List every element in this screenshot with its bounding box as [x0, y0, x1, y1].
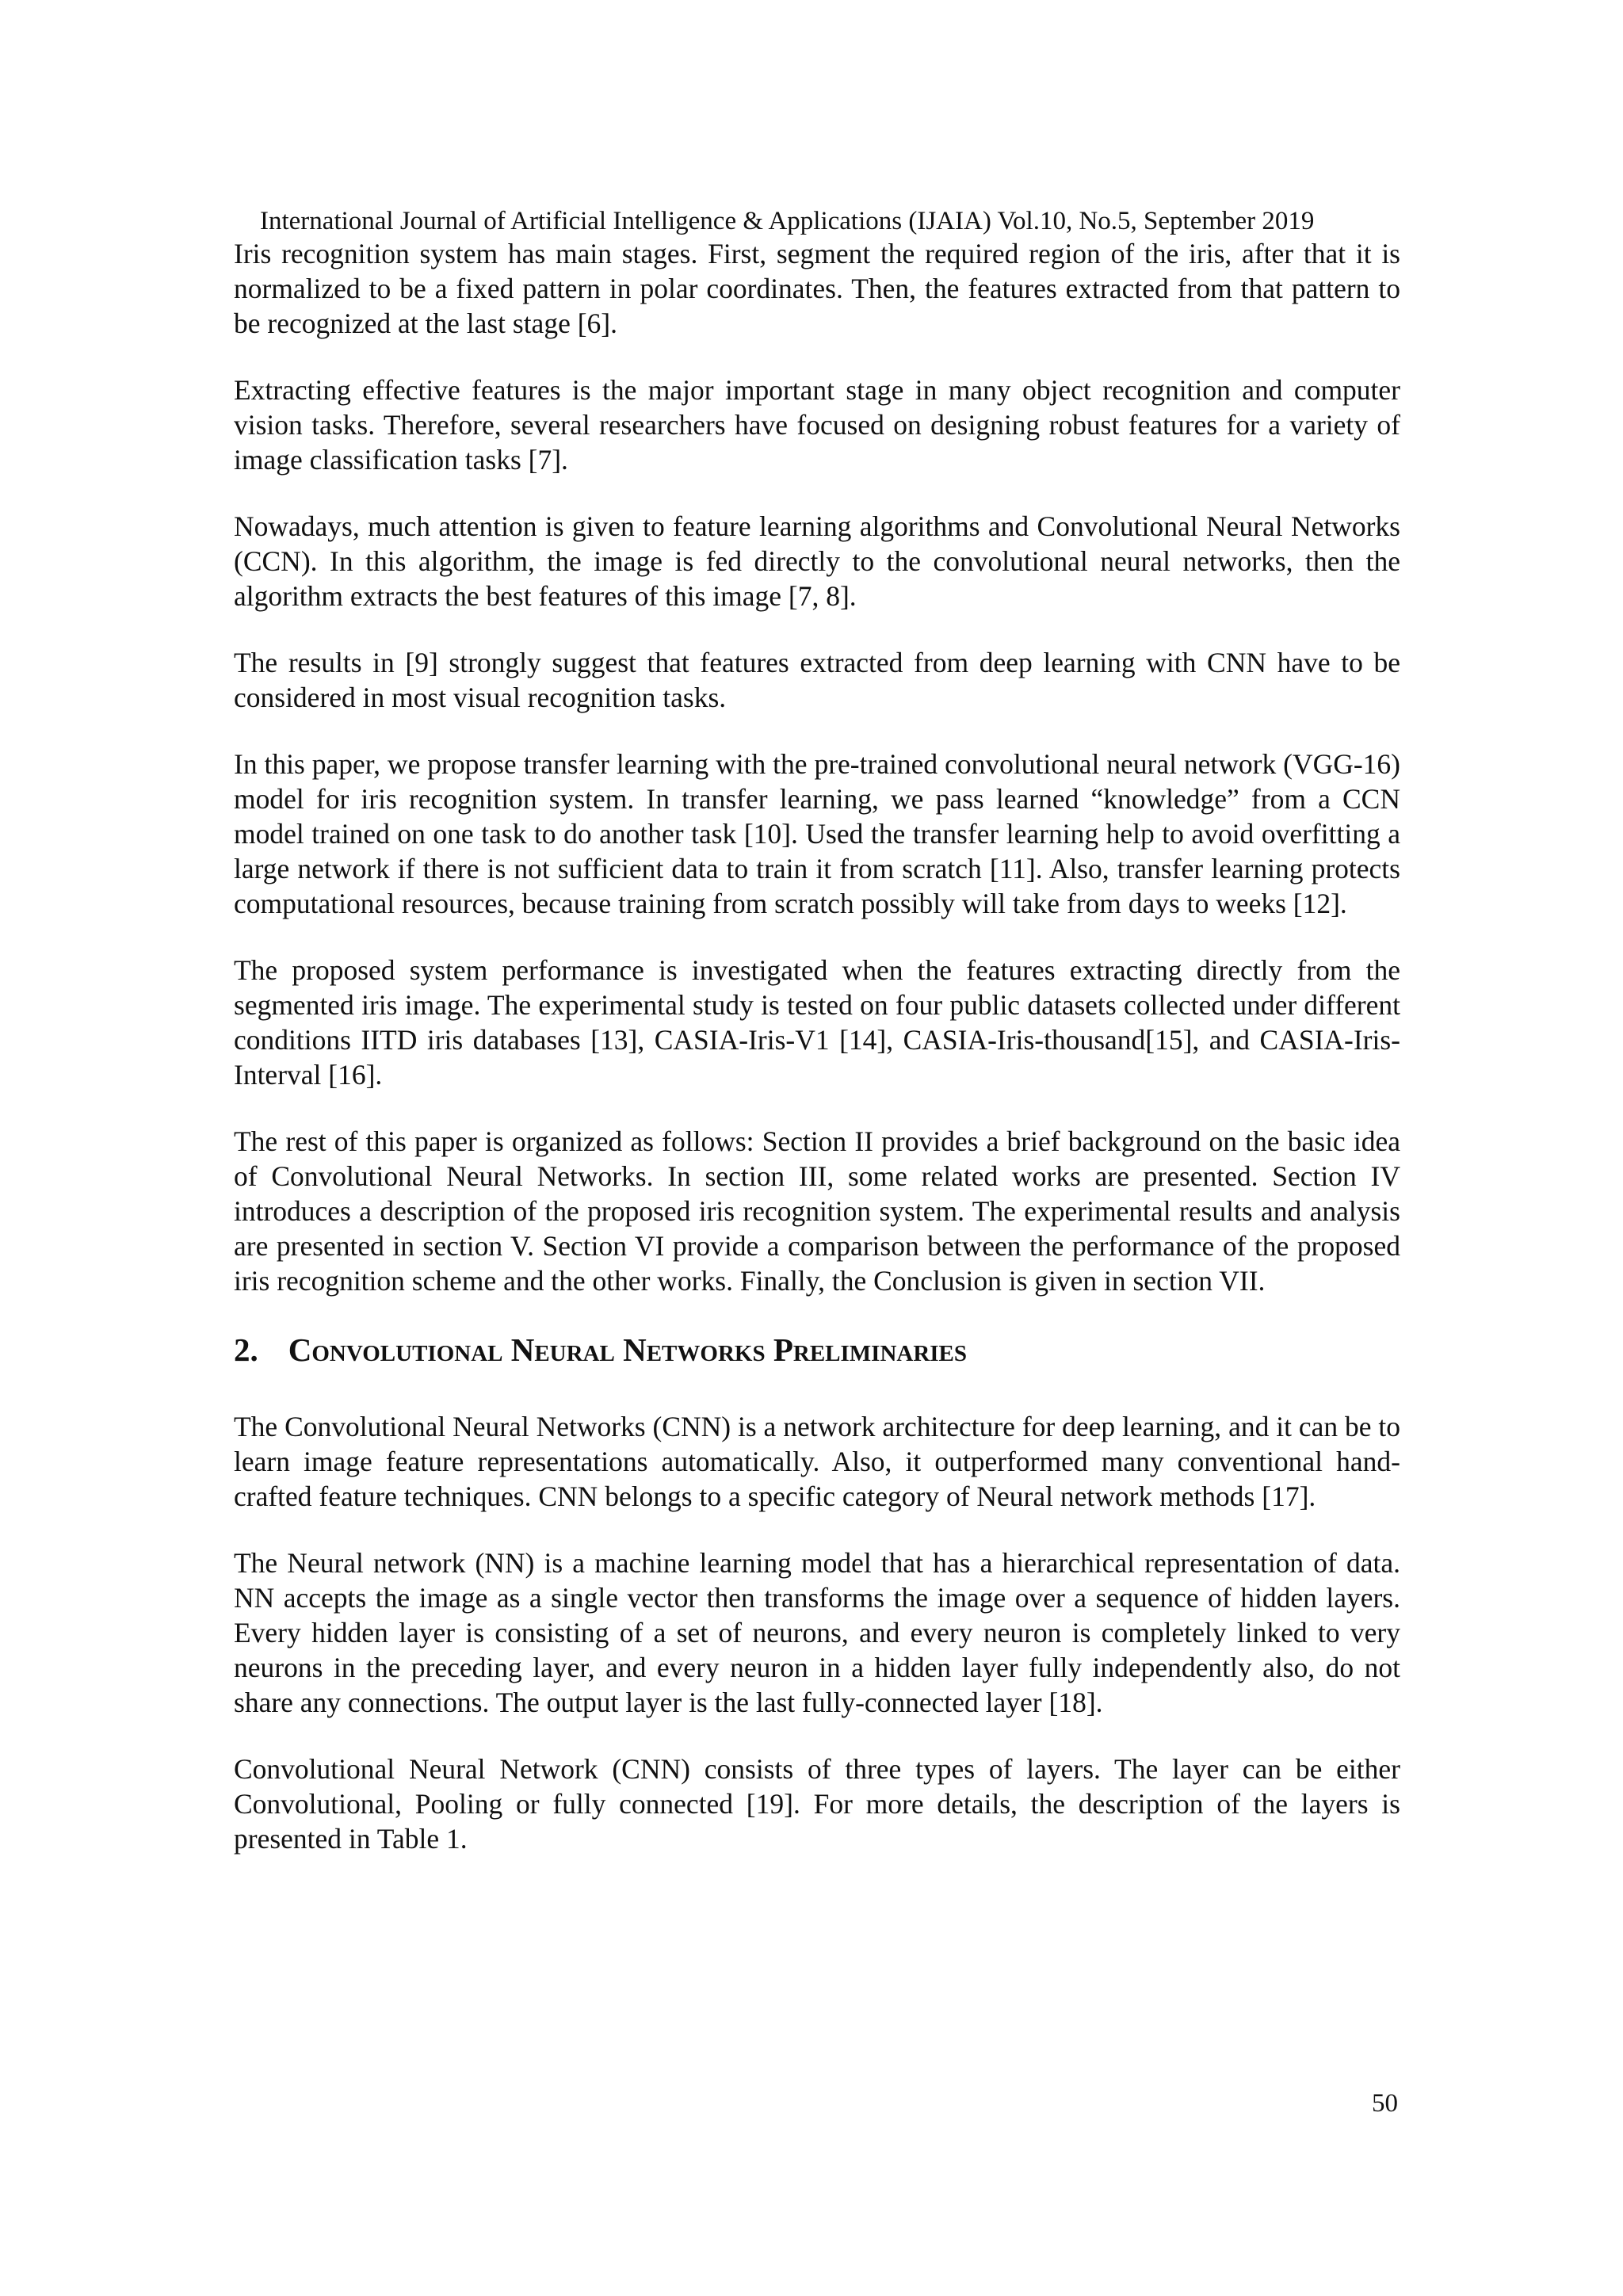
paragraph-iris-stages: Iris recognition system has main stages. First, segment the required region of the iris, after that it is normalized to be a fixed pattern in polar coordinates. Then, the features extracted from that pattern to be recognized at the last stage [6].: [234, 238, 1400, 339]
page-body: [234, 236, 1400, 1888]
paragraph-feature-extraction: Extracting effective features is the major important stage in many object recognition and computer vision tasks. Therefore, several researchers have focused on designing robust features for a variety of image classification tasks [7].: [234, 374, 1400, 476]
paragraph-datasets: The proposed system performance is investigated when the features extracting directly from the segmented iris image. The experimental study is tested on four public datasets collected under different conditions IITD iris databases [13], CASIA-Iris-V1 [14], CASIA-Iris-thousand[15], and CASIA-Iris-Interval [16].: [234, 954, 1400, 1091]
paragraph-cnn-layers: Convolutional Neural Network (CNN) consists of three types of layers. The layer can be either Convolutional, Pooling or fully connected [19]. For more details, the description of the layers is presented in Table 1.: [234, 1753, 1400, 1855]
paragraph-organization: The rest of this paper is organized as follows: Section II provides a brief background on the basic idea of Convolutional Neural Networks. In section III, some related works are presented. Section IV introduces a description of the proposed iris recognition system. The experimental results and analysis are presented in section V. Section VI provide a comparison between the performance of the proposed iris recognition scheme and the other works. Finally, the Conclusion is given in section VII.: [234, 1125, 1400, 1297]
section-title: Convolutional Neural Networks Preliminaries: [288, 1331, 968, 1368]
paragraph-cnn-results: The results in [9] strongly suggest that features extracted from deep learning with CNN have to be considered in most visual recognition tasks.: [234, 647, 1400, 713]
paragraph-cnn-definition: The Convolutional Neural Networks (CNN) is a network architecture for deep learning, and it can be to learn image feature representations automatically. Also, it outperformed many conventional hand-crafted feature techniques. CNN belongs to a specific category of Neural network methods [17].: [234, 1411, 1400, 1512]
section-heading: [234, 1330, 1400, 1370]
running-header: International Journal of Artificial Intelligence & Applications (IJAIA) Vol.10, No.5, September 2019: [260, 207, 1315, 235]
page-number: 50: [1372, 2089, 1398, 2118]
paragraph-feature-learning: Nowadays, much attention is given to feature learning algorithms and Convolutional Neural Networks (CCN). In this algorithm, the image is fed directly to the convolutional neural networks, then the algorithm extracts the best features of this image [7, 8].: [234, 510, 1400, 612]
section-number: 2.: [234, 1331, 258, 1368]
paragraph-transfer-learning: In this paper, we propose transfer learning with the pre-trained convolutional neural network (VGG-16) model for iris recognition system. In transfer learning, we pass learned “knowledge” from a CCN model trained on one task to do another task [10]. Used the transfer learning help to avoid overfitting a large network if there is not sufficient data to train it from scratch [11]. Also, transfer learning protects computational resources, because training from scratch possibly will take from days to weeks [12].: [234, 748, 1400, 919]
paragraph-neural-network: The Neural network (NN) is a machine learning model that has a hierarchical representation of data. NN accepts the image as a single vector then transforms the image over a sequence of hidden layers. Every hidden layer is consisting of a set of neurons, and every neuron is completely linked to very neurons in the preceding layer, and every neuron in a hidden layer fully independently also, do not share any connections. The output layer is the last fully-connected layer [18].: [234, 1547, 1400, 1718]
